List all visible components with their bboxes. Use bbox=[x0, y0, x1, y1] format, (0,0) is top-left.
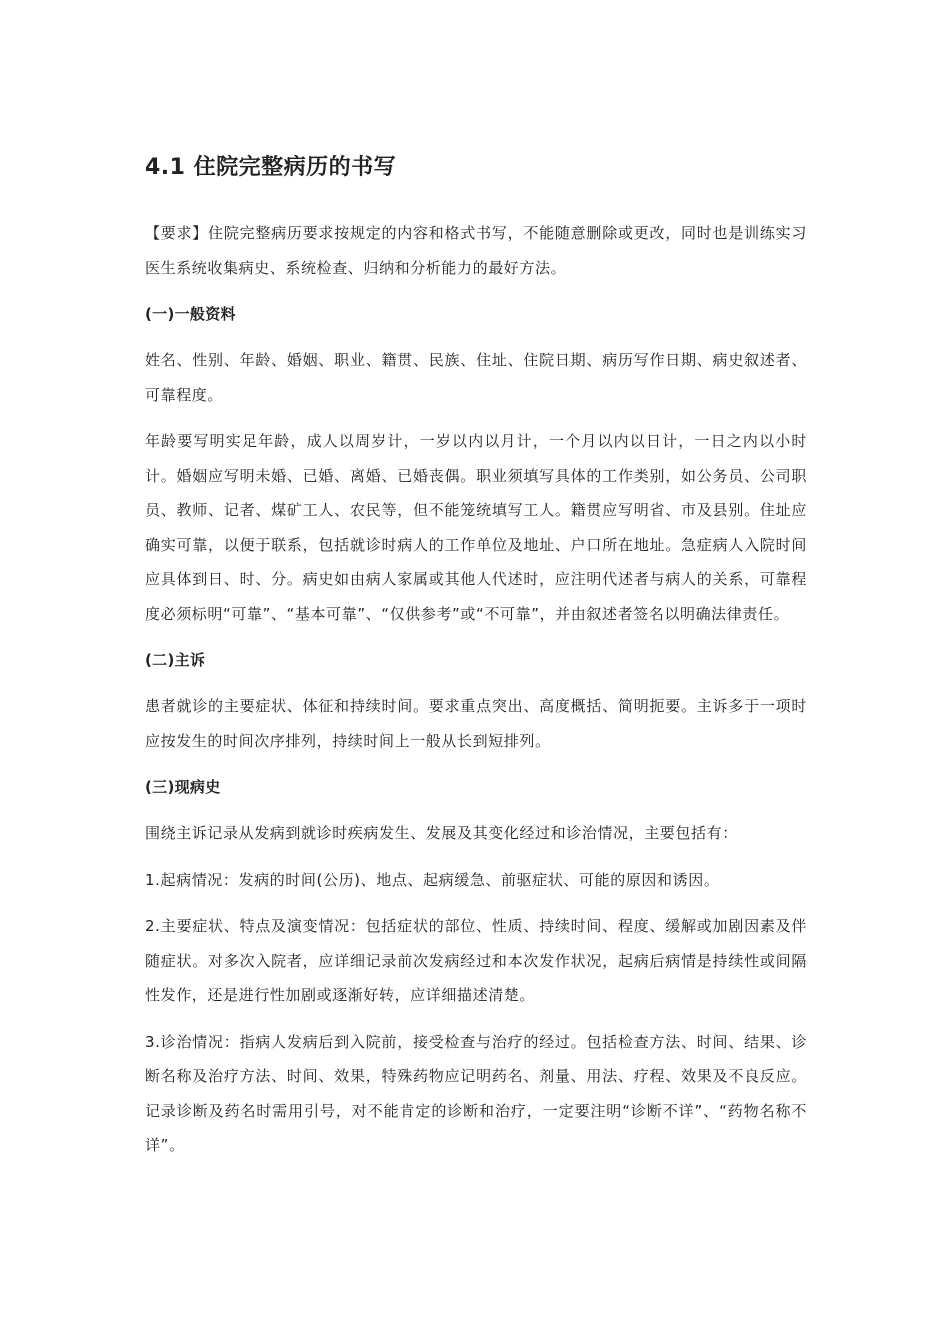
present-illness-item-3: 3.诊治情况：指病人发病后到入院前，接受检查与治疗的经过。包括检查方法、时间、结果、诊断名称及治疗方法、时间、效果，特殊药物应记明药名、剂量、用法、疗程、效果及不良反应。记录诊断及药名时需用引号，对不能肯定的诊断和治疗，一定要注明“诊断不详”、“药物名称不详”。 bbox=[145, 1032, 807, 1154]
section-heading-present-illness: (三)现病史 bbox=[145, 778, 221, 796]
section-heading-general-info: (一)一般资料 bbox=[145, 305, 236, 323]
general-info-paragraph-1: 姓名、性别、年龄、婚姻、职业、籍贯、民族、住址、住院日期、病历写作日期、病史叙述者、可靠程度。 bbox=[145, 351, 807, 404]
intro-paragraph: 【要求】住院完整病历要求按规定的内容和格式书写，不能随意删除或更改，同时也是训练实习医生系统收集病史、系统检查、归纳和分析能力的最好方法。 bbox=[145, 224, 807, 277]
chief-complaint-paragraph: 患者就诊的主要症状、体征和持续时间。要求重点突出、高度概括、简明扼要。主诉多于一项时应按发生的时间次序排列，持续时间上一般从长到短排列。 bbox=[145, 697, 807, 750]
present-illness-item-1: 1.起病情况：发病的时间(公历)、地点、起病缓急、前驱症状、可能的原因和诱因。 bbox=[145, 870, 720, 889]
document-page bbox=[145, 146, 807, 1175]
document-title: 4.1 住院完整病历的书写 bbox=[145, 155, 397, 180]
general-info-paragraph-2: 年龄要写明实足年龄，成人以周岁计，一岁以内以月计，一个月以内以日计，一日之内以小时计。婚姻应写明未婚、已婚、离婚、已婚丧偶。职业须填写具体的工作类别，如公务员、公司职员、教师、记者、煤矿工人、农民等，但不能笼统填写工人。籍贯应写明省、市及县别。住址应确实可靠，以便于联系，包括就诊时病人的工作单位及地址、户口所在地址。急症病人入院时间应具体到日、时、分。病史如由病人家属或其他人代述时，应注明代述者与病人的关系，可靠程度必须标明“可靠”、“基本可靠”、“仅供参考”或“不可靠”，并由叙述者签名以明确法律责任。 bbox=[145, 432, 807, 623]
section-heading-chief-complaint: (二)主诉 bbox=[145, 651, 206, 669]
present-illness-paragraph-intro: 围绕主诉记录从发病到就诊时疾病发生、发展及其变化经过和诊治情况，主要包括有： bbox=[145, 824, 738, 842]
present-illness-item-2: 2.主要症状、特点及演变情况：包括症状的部位、性质、持续时间、程度、缓解或加剧因素及伴随症状。对多次入院者，应详细记录前次发病经过和本次发作状况，起病后病情是持续性或间隔性发作，还是进行性加剧或逐渐好转，应详细描述清楚。 bbox=[145, 917, 807, 1004]
